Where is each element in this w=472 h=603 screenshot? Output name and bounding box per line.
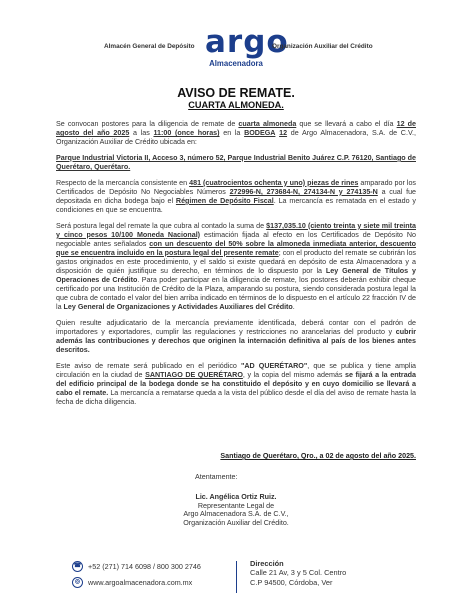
logo-subtitle: Almacenadora (209, 59, 263, 68)
paragraph-legal-bid: Será postura legal del remate la que cubra al contado la suma de $137,035.10 (ciento treinta y siete mil treinta y cinco pesos 10/100 Moneda Nacional) estimación fijada al efecto en los Certificados de Depósito No negociable antes señalados con un descuento del 50% sobre la almoneda inmediata anterior, descuento que se encuentra incluido en la postura legal del presente remate; con el producto del remate se cubrirán los gastos originados en este procedimiento, y el saldo si existe quedará en depósito de esta Almacenadora y a disposición de quién justifique su derecho, en términos de lo dispuesto por la Ley General de Títulos y Operaciones de Crédito. Para poder participar en la diligencia de remate, los postores deberán exhibir cheque certificado por una Institución de Crédito de la Plaza, amparando su postura, siendo considerada postura legal la que cubra de contado el valor del bien arriba indicado en términos de lo dispuesto en el artículo 22 fracción IV de la Ley General de Organizaciones y Actividades Auxiliares del Crédito. (56, 221, 417, 312)
phone-number: +52 (271) 714 6098 / 800 300 2746 (88, 562, 201, 571)
signer-role: Representante Legal de (197, 501, 275, 510)
notice-body (56, 120, 416, 414)
footer (0, 555, 472, 603)
signer-company: Argo Almacenadora S.A. de C.V., (183, 510, 289, 519)
document-title: AVISO DE REMATE. (177, 86, 295, 100)
paragraph-convocation: Se convocan postores para la diligencia de remate de cuarta almoneda que se llevará a cabo el día 12 de agosto del año 2025 a las 11:00 (once horas) en la BODEGA 12 de Argo Almacenadora, S.A. de C.V., Organización Auxiliar de Crédito ubicada en: (56, 120, 417, 147)
address-line-1: Calle 21 Av, 3 y 5 Col. Centro (250, 568, 347, 578)
signer-organization: Organización Auxiliar del Crédito. (183, 518, 289, 527)
website-link[interactable]: www.argoalmacenadora.com.mx (88, 578, 193, 587)
paragraph-address: Parque Industrial Victoria II, Acceso 3, número 52, Parque Industrial Benito Juárez C.P. 76120, Santiago de Querétaro, Querétaro. (56, 153, 416, 171)
paragraph-publication: Este aviso de remate será publicado en el periódico "AD QUERÉTARO", que se publica y tiene amplia circulación en la ciudad de SANTIAGO DE QUERÉTARO, y la copia del mismo además se fijará a la entrada del edificio principal de la bodega donde se ha constituido el depósito y en cuyo domicilio se llevará a cabo el remate. La mercancía a rematarse queda a la vista del público desde el día del aviso de remate hasta la fecha de dicha diligencia. (56, 362, 417, 407)
paragraph-merchandise: Respecto de la mercancía consistente en 481 (cuatrocientos ochenta y uno) piezas de rines amparado por los Certificados de Depósito No Negociables Números 272996-N, 273684-N, 274134-N y 274135-N a cual fue depositada en dicha bodega bajo el Régimen de Depósito Fiscal. La mercancía es rematada en el estado y condiciones en que se encuentra. (56, 178, 417, 214)
letterhead (0, 0, 472, 80)
signature-block (0, 493, 472, 527)
globe-icon: ◎ (72, 577, 83, 588)
argo-logo (205, 24, 289, 68)
paragraph-adjudicatee: Quien resulte adjudicatario de la mercancía previamente identificada, deberá contar con el padrón de importadores y exportadores, cumplir las regulaciones y restricciones no arancelarias del producto y cubrir además las contribuciones y derechos que originen la internación definitiva al país de los bienes antes descritos. (56, 319, 416, 355)
signer-name: Lic. Angélica Ortiz Ruiz. (195, 493, 277, 501)
address-label: Dirección (250, 559, 284, 568)
address-line-2: C.P 94500, Córdoba, Ver (250, 577, 333, 587)
footer-phone (72, 561, 201, 572)
footer-website (72, 577, 192, 588)
footer-address (250, 559, 346, 587)
phone-icon: ☎ (72, 561, 83, 572)
date-line: Santiago de Querétaro, Qro., a 02 de agosto del año 2025. (220, 452, 416, 460)
closing-salutation: Atentamente: (195, 473, 238, 481)
header-left-text: Almacén General de Depósito (104, 43, 195, 50)
logo-word: argo (205, 24, 289, 60)
document-subtitle: CUARTA ALMONEDA. (188, 100, 284, 110)
footer-divider (236, 561, 237, 593)
header-right-text: Organización Auxiliar del Crédito (272, 43, 373, 50)
